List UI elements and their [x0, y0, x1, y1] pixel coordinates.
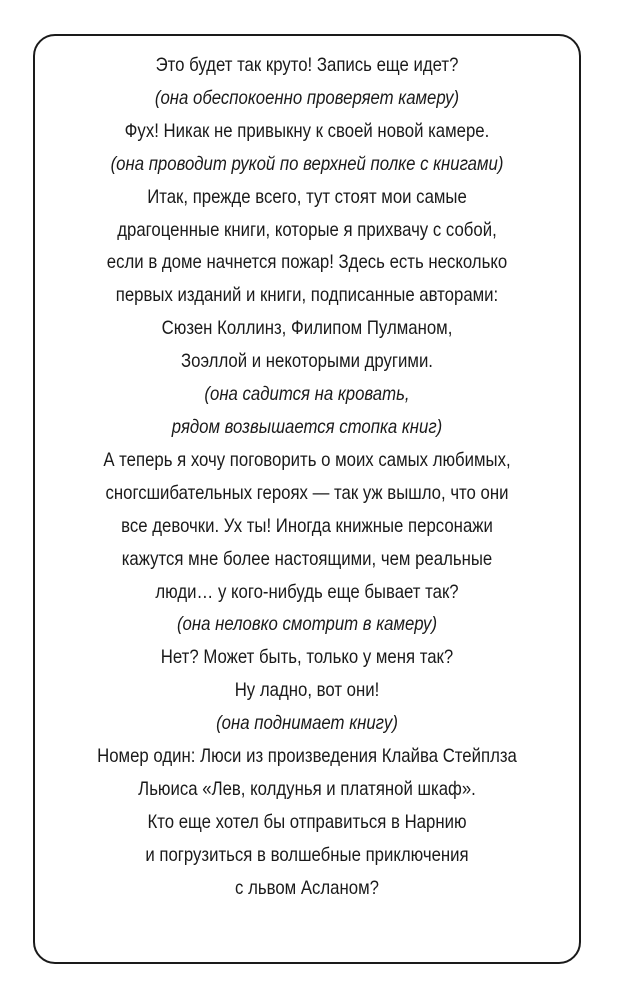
text-line: с львом Асланом?	[235, 876, 379, 899]
text-line: А теперь я хочу поговорить о моих самых любимых,	[103, 448, 511, 471]
text-line: люди… у кого-нибудь еще бывает так?	[155, 580, 459, 603]
text-line: все девочки. Ух ты! Иногда книжные персонажи	[121, 514, 493, 537]
text-line: кажутся мне более настоящими, чем реальные	[121, 547, 493, 570]
text-line: Фух! Никак не привыкну к своей новой камере.	[124, 119, 490, 142]
text-line: Кто еще хотел бы отправиться в Нарнию	[147, 810, 467, 833]
text-line: сногсшибательных героях — так уж вышло, что они	[105, 481, 509, 504]
text-line: Сюзен Коллинз, Филипом Пулманом,	[161, 317, 453, 340]
text-line: если в доме начнется пожар! Здесь есть несколько	[106, 251, 508, 274]
text-line: Зоэллой и некоторыми другими.	[181, 350, 433, 373]
stage-direction: рядом возвышается стопка книг)	[171, 415, 443, 438]
stage-direction: (она обеспокоенно проверяет камеру)	[154, 86, 460, 109]
stage-direction: (она садится на кровать,	[204, 383, 410, 406]
stage-direction: (она поднимает книгу)	[216, 712, 398, 735]
text-line: Номер один: Люси из произведения Клайва Стейплза	[97, 745, 517, 768]
stage-direction: (она неловко смотрит в камеру)	[176, 613, 438, 636]
text-line: Ну ладно, вот они!	[234, 679, 380, 702]
text-line: драгоценные книги, которые я прихвачу с собой,	[117, 218, 497, 241]
text-line: первых изданий и книги, подписанные авторами:	[115, 284, 499, 307]
script-text	[75, 49, 539, 905]
stage-direction: (она проводит рукой по верхней полке с книгами)	[110, 152, 504, 175]
text-line: Это будет так круто! Запись еще идет?	[155, 54, 459, 76]
text-line: Нет? Может быть, только у меня так?	[160, 646, 454, 669]
text-line: и погрузиться в волшебные приключения	[145, 843, 469, 866]
text-line: Итак, прежде всего, тут стоят мои самые	[147, 185, 467, 208]
text-line: Льюиса «Лев, колдунья и платяной шкаф».	[138, 777, 476, 800]
